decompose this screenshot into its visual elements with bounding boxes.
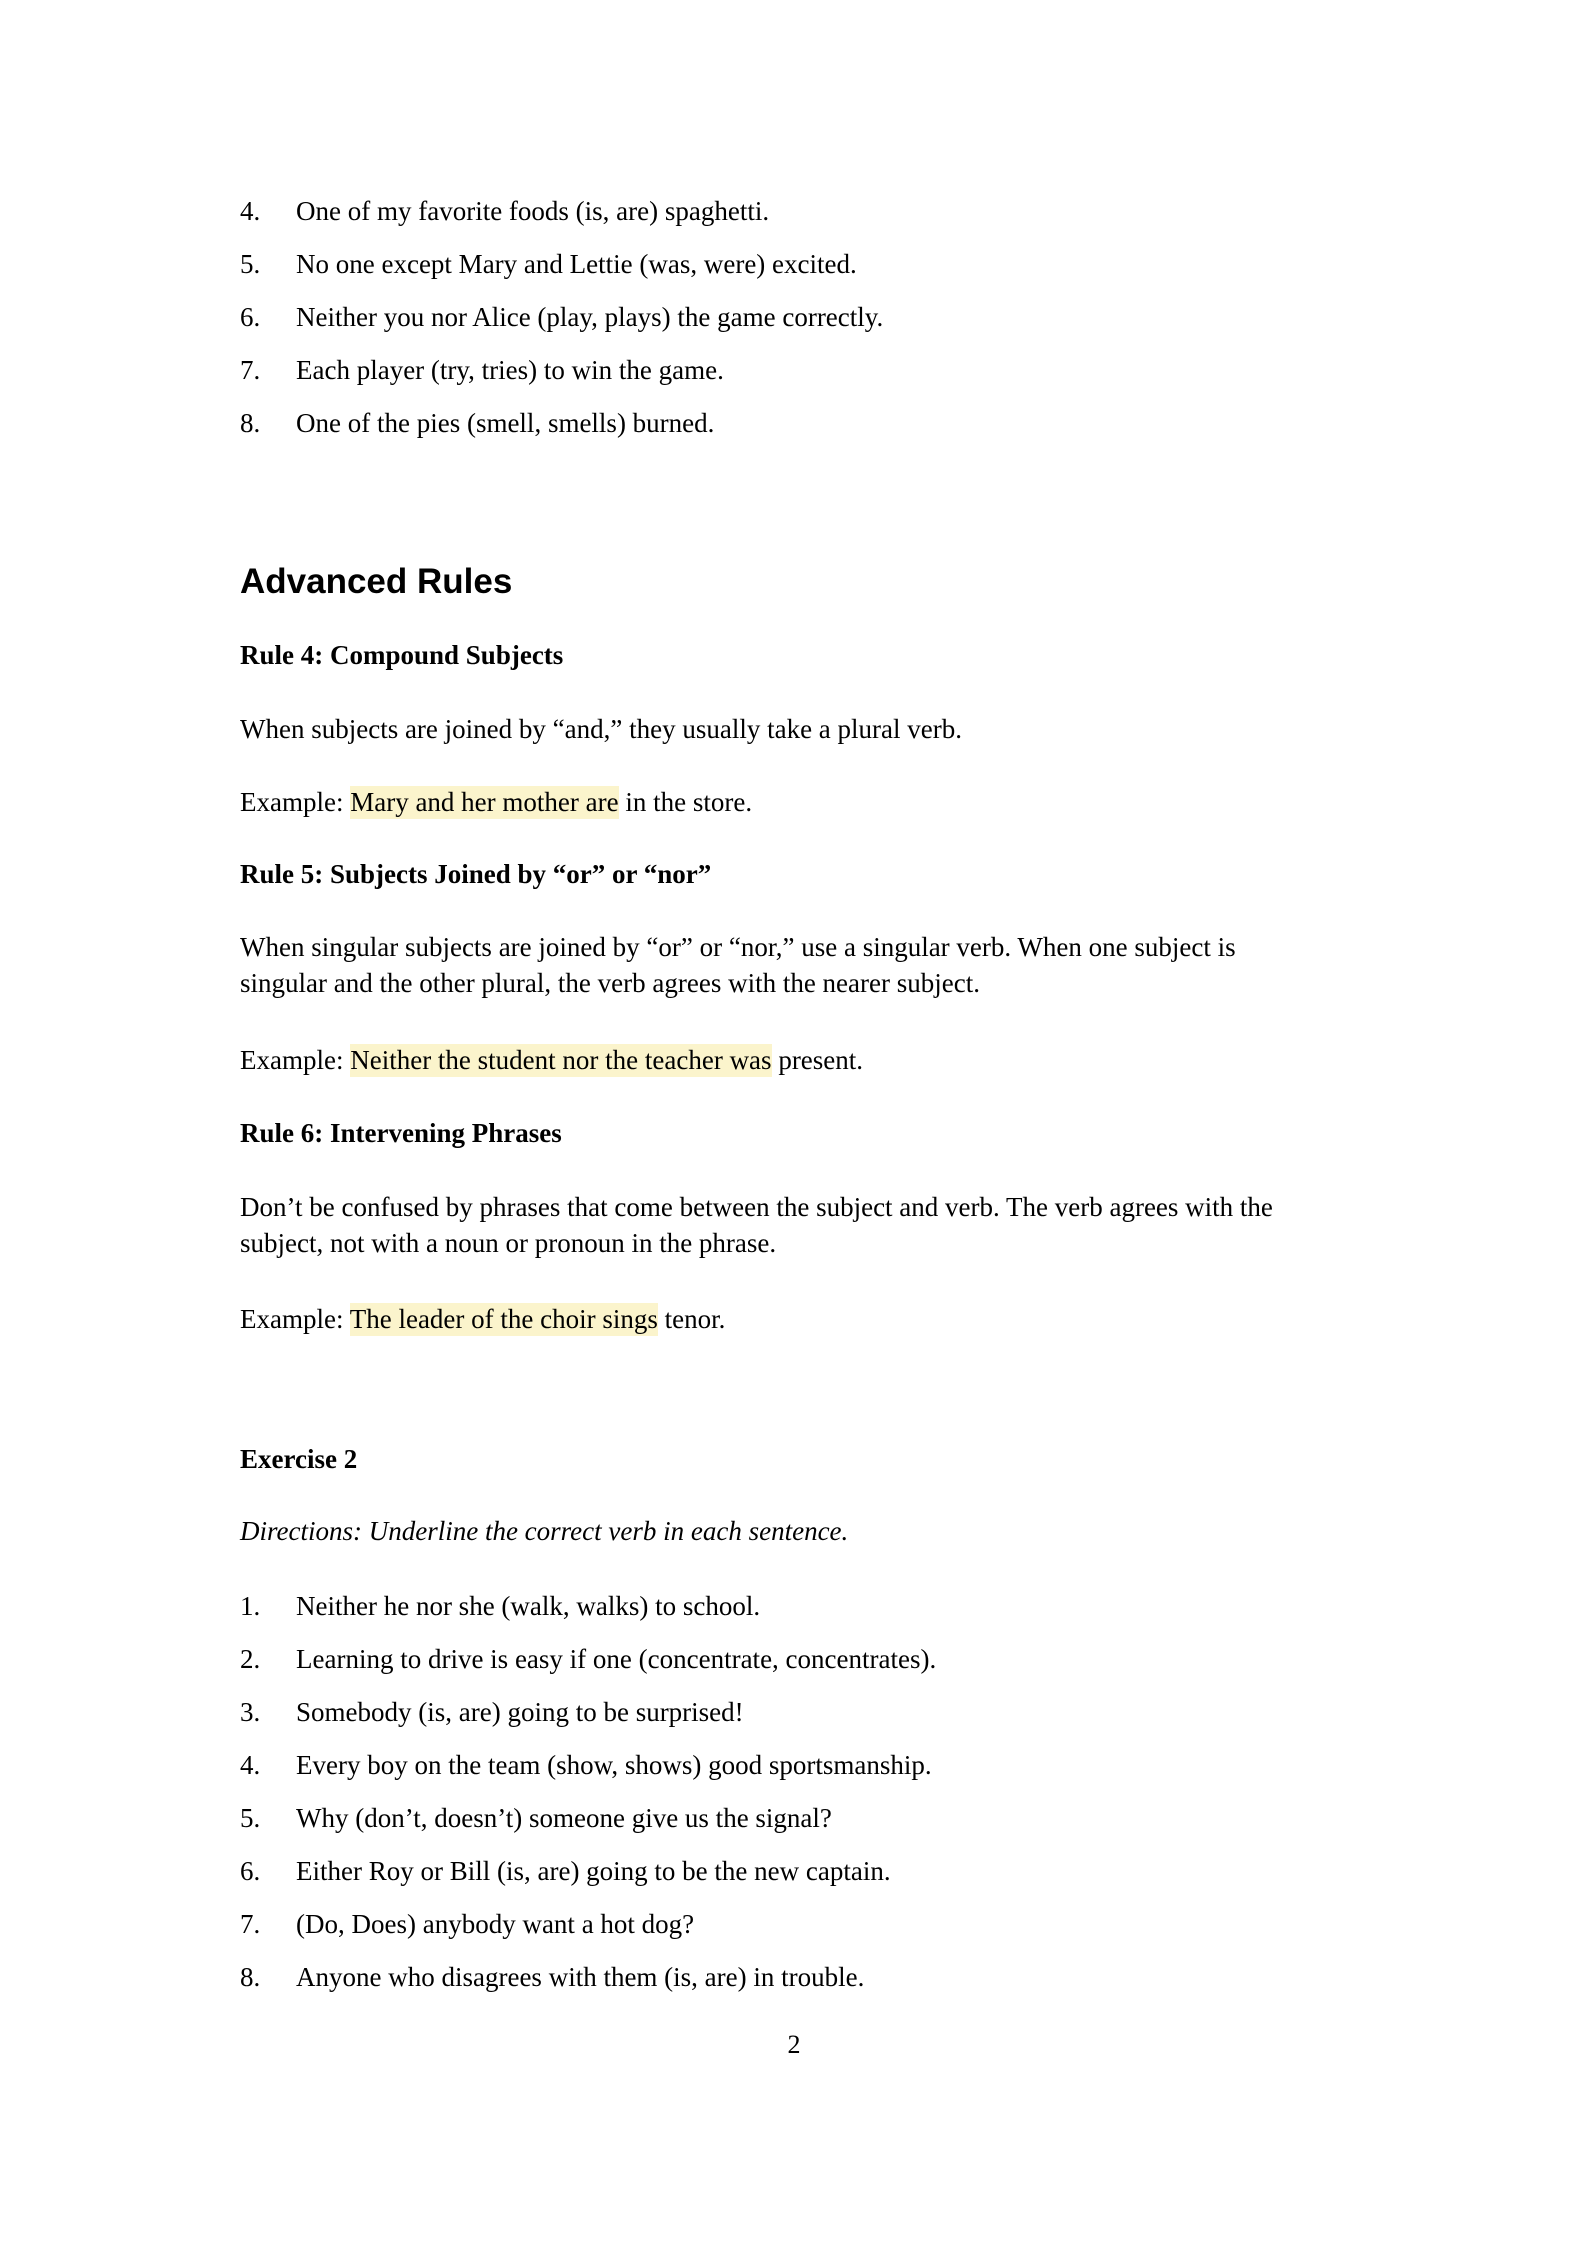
list-item-number: 1. xyxy=(240,1591,261,1621)
list-item xyxy=(240,248,1310,281)
list-item-text: One of the pies (smell, smells) burned. xyxy=(296,407,715,438)
list-item-number: 4. xyxy=(240,196,261,226)
example-suffix: tenor. xyxy=(657,1304,726,1334)
list-item-text: Learning to drive is easy if one (concentrate, concentrates). xyxy=(296,1643,937,1674)
list-item xyxy=(240,407,1310,440)
list-item xyxy=(240,1590,1310,1623)
list-item xyxy=(240,301,1310,334)
rule-body-4: When subjects are joined by “and,” they usually take a plural verb. xyxy=(240,714,962,744)
list-item xyxy=(240,354,1310,387)
list-item-number: 8. xyxy=(240,407,261,438)
rule-example-4 xyxy=(240,785,1310,820)
list-item-number: 2. xyxy=(240,1643,261,1674)
rule-body-6: Don’t be confused by phrases that come between the subject and verb. The verb agrees with the subject, not with a noun or pronoun in the phrase. xyxy=(240,1192,1273,1258)
list-item-text: Neither he nor she (walk, walks) to school. xyxy=(296,1591,761,1621)
list-item-number: 8. xyxy=(240,1961,261,1992)
exercise2-heading: Exercise 2 xyxy=(240,1444,358,1474)
list-item-number: 7. xyxy=(240,354,261,385)
list-item xyxy=(240,1855,1310,1888)
list-item-number: 5. xyxy=(240,248,261,279)
list-item xyxy=(240,1802,1310,1835)
list-item-text: Neither you nor Alice (play, plays) the game correctly. xyxy=(296,301,884,332)
rule-heading-6: Rule 6: Intervening Phrases xyxy=(240,1118,562,1148)
list-item-number: 6. xyxy=(240,301,261,332)
rule-body-5: When singular subjects are joined by “or” or “nor,” use a singular verb. When one subject is singular and the other plural, the verb agrees with the nearer subject. xyxy=(240,932,1236,998)
list-item xyxy=(240,1696,1310,1729)
list-item-text: Every boy on the team (show, shows) good sportsmanship. xyxy=(296,1749,932,1780)
example-suffix: in the store. xyxy=(618,787,753,817)
example-prefix: Example: xyxy=(240,1045,351,1075)
exercise2-list xyxy=(240,1590,1310,2014)
list-item-text: (Do, Does) anybody want a hot dog? xyxy=(296,1908,695,1939)
example-prefix: Example: xyxy=(240,1304,350,1334)
list-item-text: Each player (try, tries) to win the game. xyxy=(296,354,724,385)
example-highlight: The leader of the choir sings xyxy=(349,1304,658,1334)
example-highlight: Neither the student nor the teacher was xyxy=(350,1045,772,1075)
exercise2-directions: Directions: Underline the correct verb in each sentence. xyxy=(240,1516,849,1546)
section-heading-advanced-rules: Advanced Rules xyxy=(240,562,513,601)
exercise1-continued-list xyxy=(240,195,1310,460)
list-item xyxy=(240,1961,1310,1994)
list-item-text: One of my favorite foods (is, are) spaghetti. xyxy=(296,196,770,226)
list-item-text: Anyone who disagrees with them (is, are) in trouble. xyxy=(296,1961,865,1992)
rule-example-5 xyxy=(240,1043,1310,1078)
example-suffix: present. xyxy=(771,1045,864,1075)
list-item xyxy=(240,1908,1310,1941)
page-number: 2 xyxy=(787,2030,801,2059)
example-highlight: Mary and her mother are xyxy=(350,787,619,817)
rule-heading-4: Rule 4: Compound Subjects xyxy=(240,640,564,670)
list-item-text: Somebody (is, are) going to be surprised! xyxy=(296,1696,744,1727)
list-item xyxy=(240,1643,1310,1676)
list-item xyxy=(240,195,1310,228)
list-item-number: 5. xyxy=(240,1802,261,1833)
list-item-text: Why (don’t, doesn’t) someone give us the signal? xyxy=(296,1802,832,1833)
list-item-text: Either Roy or Bill (is, are) going to be the new captain. xyxy=(296,1855,891,1886)
list-item xyxy=(240,1749,1310,1782)
example-prefix: Example: xyxy=(240,787,351,817)
list-item-number: 7. xyxy=(240,1908,261,1939)
list-item-number: 6. xyxy=(240,1855,261,1886)
list-item-number: 4. xyxy=(240,1749,261,1780)
rule-example-6 xyxy=(240,1302,1310,1337)
list-item-number: 3. xyxy=(240,1696,261,1727)
list-item-text: No one except Mary and Lettie (was, were) excited. xyxy=(296,248,857,279)
rule-heading-5: Rule 5: Subjects Joined by “or” or “nor” xyxy=(240,859,712,889)
